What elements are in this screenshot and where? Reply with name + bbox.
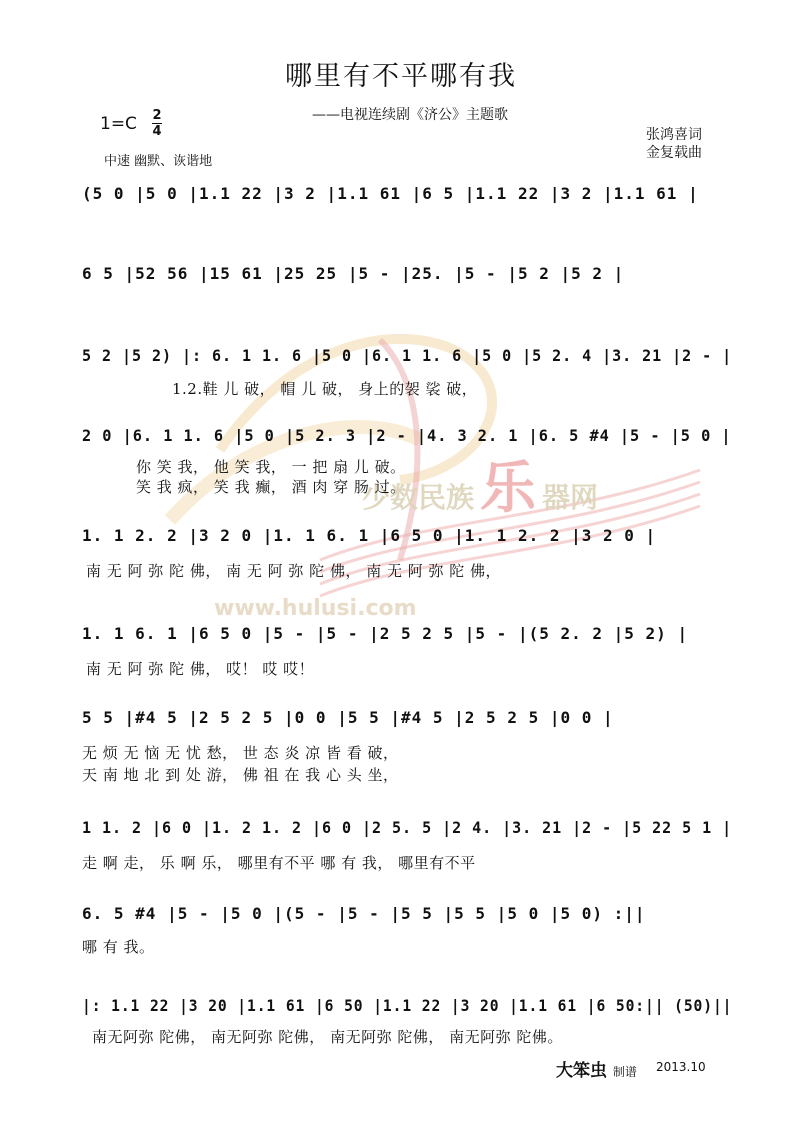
footer-maker-name: 大笨虫 xyxy=(556,1061,607,1081)
score-row-2-notes: 6 5 |52 56 |15 61 |25 25 |5 - |25. |5 - |5 2 |5 2 | xyxy=(82,264,625,283)
tempo-marking: 中速 幽默、诙谐地 xyxy=(104,154,213,169)
watermark-text-3: 器网 xyxy=(542,481,599,514)
score-row-8-notes: 1 1. 2 |6 0 |1. 2 1. 2 |6 0 |2 5. 5 |2 4. |3. 21 |2 - |5 22 5 1 | xyxy=(82,818,733,837)
score-row-7-lyric-1: 无 烦 无 恼 无 忧 愁， 世 态 炎 凉 皆 看 破， xyxy=(82,744,399,762)
score-row-5-notes: 1. 1 2. 2 |3 2 0 |1. 1 6. 1 |6 5 0 |1. 1 2. 2 |3 2 0 | xyxy=(82,526,657,545)
time-signature-bottom: 4 xyxy=(152,124,162,139)
watermark-text-2: 乐 xyxy=(480,455,537,521)
score-row-6-notes: 1. 1 6. 1 |6 5 0 |5 - |5 - |2 5 2 5 |5 - |(5 2. 2 |5 2) | xyxy=(82,624,689,643)
watermark-url: www.hulusi.com xyxy=(214,596,417,621)
score-row-9-lyric: 哪 有 我。 xyxy=(82,938,155,956)
score-row-7-notes: 5 5 |#4 5 |2 5 2 5 |0 0 |5 5 |#4 5 |2 5 2 5 |0 0 | xyxy=(82,708,614,727)
score-row-9-notes: 6. 5 #4 |5 - |5 0 |(5 - |5 - |5 5 |5 5 |5 0 |5 0) :|| xyxy=(82,904,646,923)
score-row-4-lyric-2: 笑 我 疯， 笑 我 癫， 酒 肉 穿 肠 过。 xyxy=(136,478,406,496)
score-row-6-lyric: 南 无 阿 弥 陀 佛， 哎！ 哎 哎！ xyxy=(86,660,315,678)
score-row-4-lyric-1: 你 笑 我， 他 笑 我， 一 把 扇 儿 破。 xyxy=(136,458,406,476)
score-row-10-lyric: 南无阿弥 陀佛， 南无阿弥 陀佛， 南无阿弥 陀佛， 南无阿弥 陀佛。 xyxy=(92,1028,563,1046)
footer-date: 2013.10 xyxy=(656,1060,706,1074)
score-row-8-lyric: 走 啊 走， 乐 啊 乐， 哪里有不平 哪 有 我， 哪里有不平 xyxy=(82,854,476,872)
composer: 金复载曲 xyxy=(646,145,702,161)
score-row-5-lyric: 南 无 阿 弥 陀 佛， 南 无 阿 弥 陀 佛， 南 无 阿 弥 陀 佛， xyxy=(86,562,502,580)
watermark-text-1: 少数民族 xyxy=(362,481,475,514)
score-row-3-lyric: 1.2.鞋 儿 破， 帽 儿 破， 身上的袈 裟 破， xyxy=(172,380,478,398)
score-row-3-notes: 5 2 |5 2) |: 6. 1 1. 6 |5 0 |6. 1 1. 6 |5 0 |5 2. 4 |3. 21 |2 - | xyxy=(82,346,733,365)
time-signature-top: 2 xyxy=(152,108,162,123)
key-signature: 1=C xyxy=(100,114,137,134)
song-subtitle: ——电视连续剧《济公》主题歌 xyxy=(312,107,508,123)
score-row-10-notes: |: 1.1 22 |3 20 |1.1 61 |6 50 |1.1 22 |3 20 |1.1 61 |6 50:|| (50)|| xyxy=(82,996,733,1015)
score-row-7-lyric-2: 天 南 地 北 到 处 游， 佛 祖 在 我 心 头 坐， xyxy=(82,766,399,784)
score-row-4-notes: 2 0 |6. 1 1. 6 |5 0 |5 2. 3 |2 - |4. 3 2. 1 |6. 5 #4 |5 - |5 0 | xyxy=(82,426,732,445)
time-signature xyxy=(152,108,162,139)
footer-maker-suffix: 制谱 xyxy=(612,1065,637,1079)
footer-maker xyxy=(556,1056,637,1081)
score-row-1-notes: (5 0 |5 0 |1.1 22 |3 2 |1.1 61 |6 5 |1.1 22 |3 2 |1.1 61 | xyxy=(82,184,699,203)
lyricist: 张鸿喜词 xyxy=(646,127,702,143)
song-title: 哪里有不平哪有我 xyxy=(285,61,517,92)
